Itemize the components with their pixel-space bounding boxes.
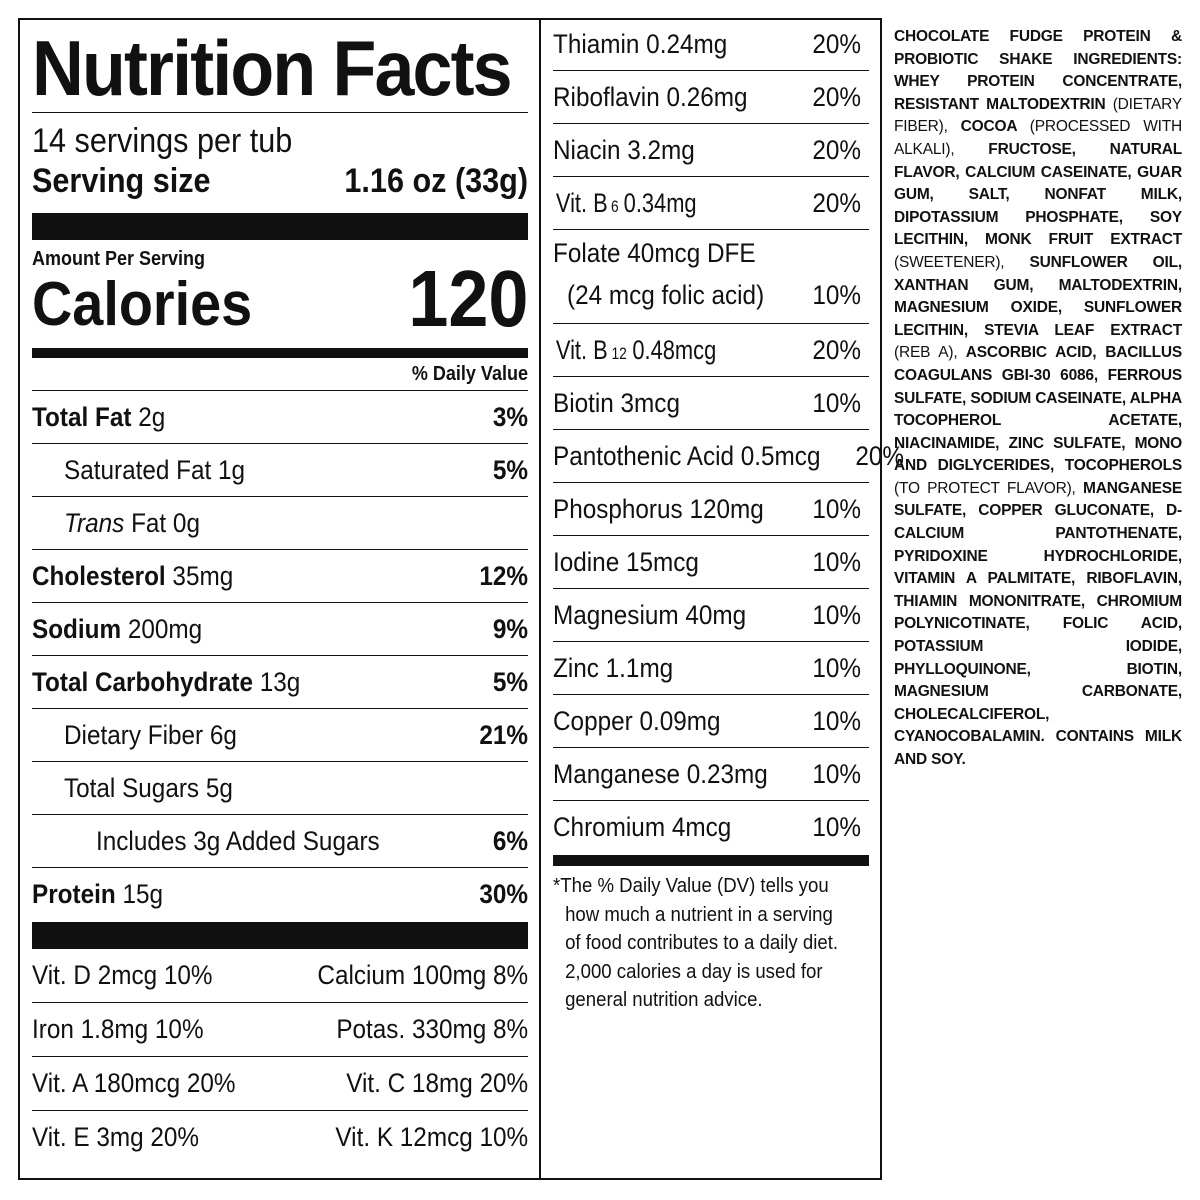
vitamin-row: Vit. E 3mg 20% Vit. K 12mcg 10% bbox=[32, 1110, 528, 1164]
vitamin-row: Vit. A 180mcg 20% Vit. C 18mg 20% bbox=[32, 1056, 528, 1110]
vitamin-row: Phosphorus 120mg 10% bbox=[553, 483, 869, 536]
vitamin-row: Copper 0.09mg 10% bbox=[553, 695, 869, 748]
calories-value: 120 bbox=[407, 254, 528, 343]
vitamin-row: Vit. D 2mcg 10% Calcium 100mg 8% bbox=[32, 960, 528, 990]
vitamin-row: Biotin 3mcg 10% bbox=[553, 377, 869, 430]
vitamin-row: Zinc 1.1mg 10% bbox=[553, 642, 869, 695]
nutrient-row: Includes 3g Added Sugars 6% bbox=[32, 814, 528, 867]
serving-size-value: 1.16 oz (33g) bbox=[344, 162, 528, 200]
daily-value-footnote: *The % Daily Value (DV) tells you how much a nutrient in a serving of food contributes to a daily diet. 2,000 calories a day is used for general nutrition advice. bbox=[553, 875, 839, 1011]
nutrient-row: Sodium 200mg 9% bbox=[32, 602, 528, 655]
nutrient-row: Trans Fat 0g bbox=[32, 496, 528, 549]
vitamin-row: Iron 1.8mg 10% Potas. 330mg 8% bbox=[32, 1002, 528, 1056]
nutrient-row: Protein 15g 30% bbox=[32, 867, 528, 920]
vitamin-row: Manganese 0.23mg 10% bbox=[553, 748, 869, 801]
footnote-divider bbox=[553, 855, 869, 866]
serving-size-label: Serving size bbox=[32, 162, 211, 200]
nutrition-main-column bbox=[32, 24, 528, 1164]
nutrient-row: Total Carbohydrate 13g 5% bbox=[32, 655, 528, 708]
vitamin-row: Riboflavin 0.26mg 20% bbox=[553, 71, 869, 124]
nutrient-row: Cholesterol 35mg 12% bbox=[32, 549, 528, 602]
amount-per-serving: Amount Per Serving bbox=[32, 248, 206, 270]
thick-divider bbox=[32, 922, 528, 949]
title-rule bbox=[32, 112, 528, 113]
nutrient-row: Saturated Fat 1g 5% bbox=[32, 443, 528, 496]
vitamin-row: Magnesium 40mg 10% bbox=[553, 589, 869, 642]
calories-label: Calories bbox=[32, 270, 253, 339]
vitamins-column bbox=[553, 18, 905, 1015]
vitamin-row: Vit. B 120.48mcg 20% bbox=[553, 324, 869, 377]
vitamins-left bbox=[32, 949, 528, 1164]
nutrient-row: Total Fat 2g 3% bbox=[32, 390, 528, 443]
nutrient-row: Total Sugars 5g bbox=[32, 761, 528, 814]
column-divider bbox=[539, 18, 541, 1180]
thick-divider bbox=[32, 213, 528, 240]
vitamin-row: Folate 40mcg DFE (24 mcg folic acid) 10% bbox=[553, 230, 869, 324]
vitamin-row: Chromium 4mcg 10% bbox=[553, 811, 861, 842]
vitamin-row: Pantothenic Acid 0.5mcg 20% bbox=[553, 430, 869, 483]
serving-size-row bbox=[32, 161, 528, 201]
vitamin-row: Thiamin 0.24mg 20% bbox=[553, 18, 869, 71]
vitamin-row: Iodine 15mcg 10% bbox=[553, 536, 869, 589]
servings-per-container: 14 servings per tub bbox=[32, 122, 293, 160]
nutrient-row: Dietary Fiber 6g 21% bbox=[32, 708, 528, 761]
vitamin-row: Niacin 3.2mg 20% bbox=[553, 124, 869, 177]
vitamin-row: Vit. B 60.34mg 20% bbox=[553, 177, 869, 230]
ingredients-list: CHOCOLATE FUDGE PROTEIN & PROBIOTIC SHAKE INGREDIENTS: WHEY PROTEIN CONCENTRATE, RESISTANT MALTODEXTRIN (DIETARY FIBER), COCOA (PROCESSED WITH ALKALI), FRUCTOSE, NATURAL FLAVOR, CALCIUM CASEINATE, GUAR GUM, SALT, NONFAT MILK, DIPOTASSIUM PHOSPHATE, SOY LECITHIN, MONK FRUIT EXTRACT (SWEETENER), SUNFLOWER OIL, XANTHAN GUM, MALTODEXTRIN, MAGNESIUM OXIDE, SUNFLOWER LECITHIN, STEVIA LEAF EXTRACT (REB A), ASCORBIC ACID, BACILLUS COAGULANS GBI-30 6086, FERROUS SULFATE, SODIUM CASEINATE, ALPHA TOCOPHEROL ACETATE, NIACINAMIDE, ZINC SULFATE, MONO AND DIGLYCERIDES, TOCOPHEROLS (TO PROTECT FLAVOR), MANGANESE SULFATE, COPPER GLUCONATE, D-CALCIUM PANTOTHENATE, PYRIDOXINE HYDROCHLORIDE, VITAMIN A PALMITATE, RIBOFLAVIN, THIAMIN MONONITRATE, CHROMIUM POLYNICOTINATE, FOLIC ACID, POTASSIUM IODIDE, PHYLLOQUINONE, BIOTIN, MAGNESIUM CARBONATE, CHOLECALCIFEROL, CYANOCOBALAMIN. CONTAINS MILK AND SOY. bbox=[894, 28, 1182, 768]
label-title: Nutrition Facts bbox=[32, 24, 511, 112]
medium-divider bbox=[32, 348, 528, 358]
daily-value-header: % Daily Value bbox=[411, 363, 528, 385]
